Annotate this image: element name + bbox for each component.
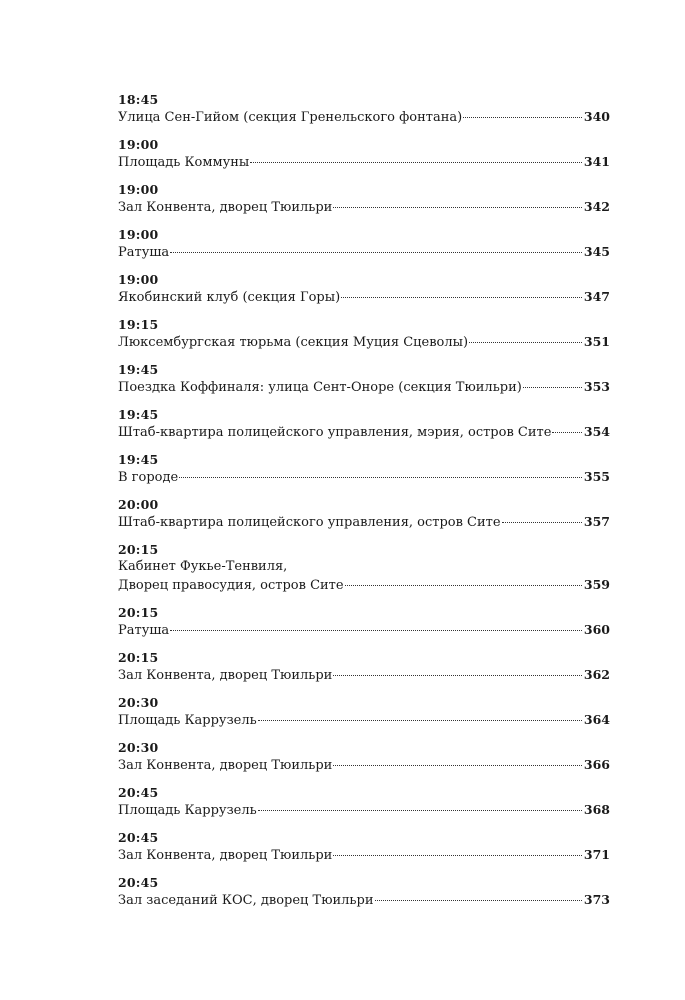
entry-page-number[interactable]: 345 [583,244,610,259]
toc-entry[interactable] [118,272,610,307]
entry-page-number[interactable]: 359 [583,577,610,592]
entry-time: 19:00 [118,272,159,287]
dot-leader [502,522,582,523]
entry-time: 19:15 [118,317,159,332]
toc-entry[interactable] [118,875,610,910]
entry-title-line [118,558,610,576]
entry-page-number[interactable]: 357 [583,514,610,529]
toc-entry[interactable] [118,362,610,397]
entry-title[interactable]: Улица Сен-Гийом (секция Гренельского фонтана) [118,110,463,125]
toc-entry[interactable] [118,650,610,685]
dot-leader [258,720,582,721]
entry-page-number[interactable]: 355 [583,469,610,484]
entry-time: 19:45 [118,407,159,422]
dot-leader [375,900,582,901]
toc-entry[interactable] [118,227,610,262]
entry-title-line [118,198,610,217]
entry-time: 19:45 [118,362,159,377]
entry-title-line [118,576,610,595]
table-of-contents [118,92,610,920]
dot-leader [469,342,582,343]
toc-entry[interactable] [118,407,610,442]
entry-title-line [118,333,610,352]
dot-leader [258,810,582,811]
dot-leader [345,585,582,586]
entry-title[interactable]: Якобинский клуб (секция Горы) [118,290,341,305]
entry-page-number[interactable]: 362 [583,667,610,682]
toc-entry[interactable] [118,497,610,532]
entry-title-line [118,108,610,127]
entry-title[interactable]: Ратуша [118,245,170,260]
entry-time: 19:00 [118,137,159,152]
dot-leader [179,477,582,478]
entry-time: 19:00 [118,227,159,242]
entry-title-line [118,153,610,172]
entry-page-number[interactable]: 368 [583,802,610,817]
entry-page-number[interactable]: 373 [583,892,610,907]
entry-title[interactable]: Поездка Коффиналя: улица Сент-Оноре (секция Тюильри) [118,380,522,395]
entry-page-number[interactable]: 353 [583,379,610,394]
dot-leader [552,432,582,433]
entry-title[interactable]: Зал Конвента, дворец Тюильри [118,668,333,683]
entry-time: 20:15 [118,605,159,620]
entry-page-number[interactable]: 351 [583,334,610,349]
dot-leader [333,675,582,676]
toc-entry[interactable] [118,452,610,487]
entry-page-number[interactable]: 364 [583,712,610,727]
dot-leader [333,765,582,766]
entry-title-line [118,756,610,775]
entry-title[interactable]: Кабинет Фукье-Тенвиля, [118,559,288,574]
entry-page-number[interactable]: 342 [583,199,610,214]
entry-title[interactable]: В городе [118,470,179,485]
entry-time: 20:45 [118,830,159,845]
entry-title-line [118,513,610,532]
entry-page-number[interactable]: 340 [583,109,610,124]
dot-leader [250,162,582,163]
dot-leader [170,630,582,631]
entry-title-line [118,846,610,865]
toc-entry[interactable] [118,137,610,172]
entry-title[interactable]: Площадь Каррузель [118,803,257,818]
entry-time: 20:15 [118,542,159,557]
entry-title[interactable]: Зал Конвента, дворец Тюильри [118,200,333,215]
dot-leader [333,855,582,856]
entry-title[interactable]: Площадь Коммуны [118,155,250,170]
toc-entry[interactable] [118,830,610,865]
toc-entry[interactable] [118,695,610,730]
entry-title[interactable]: Зал Конвента, дворец Тюильри [118,758,333,773]
entry-page-number[interactable]: 354 [583,424,610,439]
entry-title-line [118,378,610,397]
entry-title-line [118,423,610,442]
entry-page-number[interactable]: 360 [583,622,610,637]
entry-page-number[interactable]: 341 [583,154,610,169]
entry-title-line [118,468,610,487]
toc-entry[interactable] [118,605,610,640]
entry-title[interactable]: Штаб-квартира полицейского управления, мэрия, остров Сите [118,425,552,440]
entry-time: 20:00 [118,497,159,512]
entry-time: 20:45 [118,875,159,890]
entry-time: 19:45 [118,452,159,467]
entry-title[interactable]: Зал заседаний КОС, дворец Тюильри [118,893,374,908]
entry-time: 18:45 [118,92,159,107]
entry-title-line [118,801,610,820]
toc-entry[interactable] [118,92,610,127]
entry-title-line [118,666,610,685]
entry-title[interactable]: Штаб-квартира полицейского управления, остров Сите [118,515,501,530]
entry-title[interactable]: Дворец правосудия, остров Сите [118,578,344,593]
entry-title-line [118,891,610,910]
toc-entry[interactable] [118,317,610,352]
entry-time: 20:30 [118,740,159,755]
entry-title[interactable]: Площадь Каррузель [118,713,257,728]
entry-title-line [118,288,610,307]
entry-time: 20:45 [118,785,159,800]
toc-entry[interactable] [118,740,610,775]
entry-page-number[interactable]: 366 [583,757,610,772]
toc-entry[interactable] [118,182,610,217]
toc-entry[interactable] [118,542,610,595]
entry-time: 19:00 [118,182,159,197]
entry-title-line [118,621,610,640]
toc-entry[interactable] [118,785,610,820]
dot-leader [341,297,582,298]
entry-time: 20:30 [118,695,159,710]
dot-leader [523,387,582,388]
entry-page-number[interactable]: 347 [583,289,610,304]
entry-time: 20:15 [118,650,159,665]
entry-title-line [118,243,610,262]
dot-leader [333,207,582,208]
entry-title-line [118,711,610,730]
entry-page-number[interactable]: 371 [583,847,610,862]
dot-leader [170,252,582,253]
dot-leader [463,117,582,118]
entry-title[interactable]: Ратуша [118,623,170,638]
entry-title[interactable]: Люксембургская тюрьма (секция Муция Сцеволы) [118,335,469,350]
entry-title[interactable]: Зал Конвента, дворец Тюильри [118,848,333,863]
